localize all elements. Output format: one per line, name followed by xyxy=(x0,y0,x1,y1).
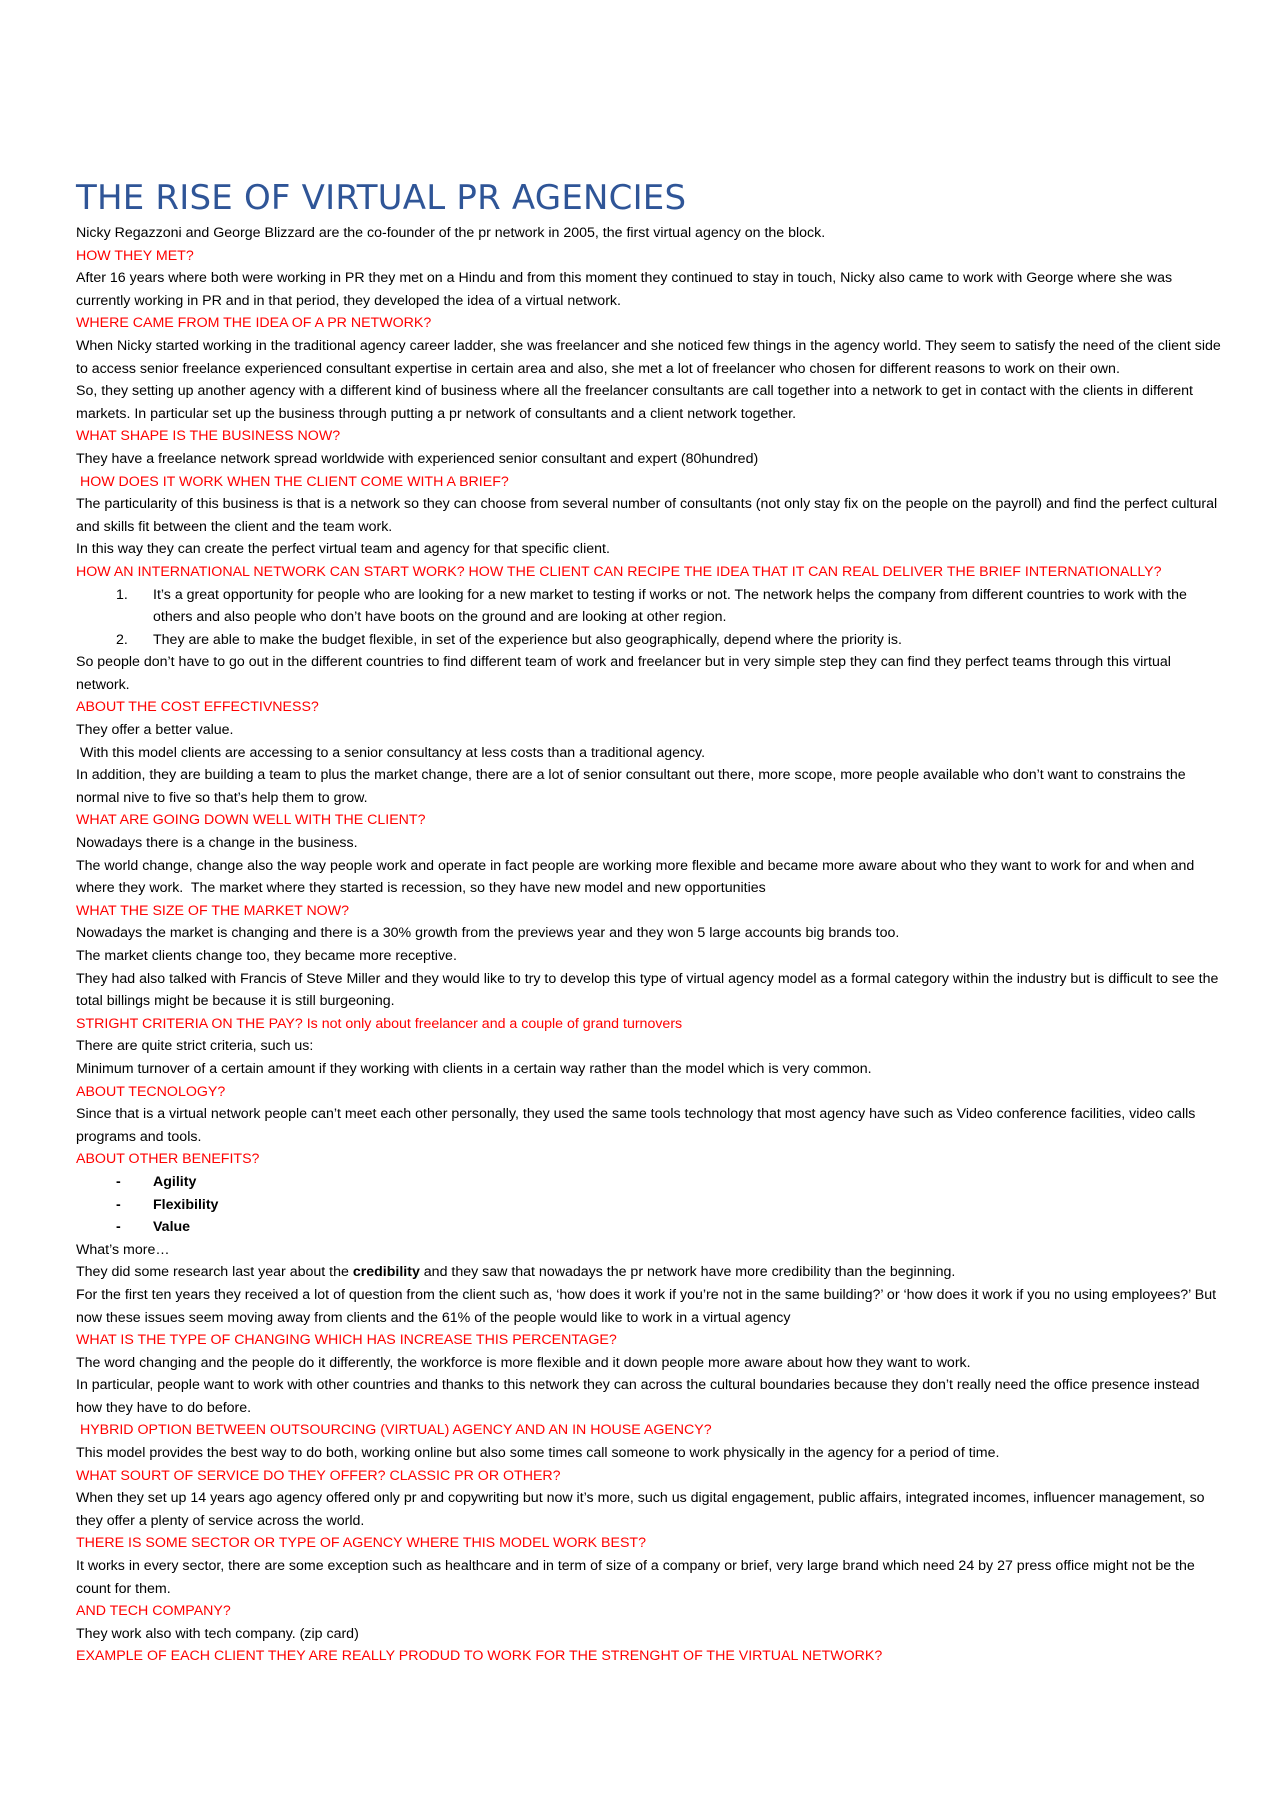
question-type-of-change: WHAT IS THE TYPE OF CHANGING WHICH HAS INCREASE THIS PERCENTAGE? xyxy=(76,1332,617,1349)
answer-cost-1: They offer a better value. xyxy=(76,722,234,739)
list-item xyxy=(76,1216,1226,1239)
credibility-pre: They did some research last year about the xyxy=(76,1264,353,1281)
list-marker: 1. xyxy=(116,586,128,603)
benefit-text: Value xyxy=(153,1219,191,1236)
credibility-bold: credibility xyxy=(352,1264,420,1281)
list-marker: 2. xyxy=(116,631,128,648)
benefit-text: Agility xyxy=(153,1173,197,1190)
list-marker: - xyxy=(116,1219,121,1236)
list-item-text: They are able to make the budget flexible, in set of the experience but also geographically, depend where the priority is. xyxy=(153,631,902,648)
question-international-network: HOW AN INTERNATIONAL NETWORK CAN START WORK? HOW THE CLIENT CAN RECIPE THE IDEA THAT IT CAN REAL DELIVER THE BRIEF INTERNATIONALLY? xyxy=(76,563,1162,580)
list-marker: - xyxy=(116,1173,121,1190)
question-brief-process: HOW DOES IT WORK WHEN THE CLIENT COME WITH A BRIEF? xyxy=(76,473,509,490)
document-title: THE RISE OF VIRTUAL PR AGENCIES xyxy=(76,178,687,218)
answer-credibility xyxy=(76,1261,1226,1284)
answer-market-size-3: They had also talked with Francis of Steve Miller and they would like to try to develop this type of virtual agency model as a formal category within the industry but is difficult to see the total billings might be because it is still burgeoning. xyxy=(76,970,1219,1010)
list-item-text: It’s a great opportunity for people who are looking for a new market to testing if works or not. The network helps the company from different countries to work with the others and also people who don’t have boots on the ground and are looking at other region. xyxy=(153,586,1187,626)
answer-business-shape: They have a freelance network spread worldwide with experienced senior consultant and expert (80hundred) xyxy=(76,450,759,467)
list-item xyxy=(76,1194,1226,1217)
answer-hybrid-option: This model provides the best way to do both, working online but also some times call someone to work physically in the agency for a period of time. xyxy=(76,1445,1000,1462)
answer-international-network: So people don’t have to go out in the different countries to find different team of work and freelancer but in very simple step they can find they perfect teams through this virtual network. xyxy=(76,654,1171,693)
answer-market-size-2: The market clients change too, they became more receptive. xyxy=(76,948,457,964)
list-item xyxy=(76,1171,1226,1194)
answer-cost-2: With this model clients are accessing to a senior consultancy at less costs than a traditional agency. xyxy=(76,744,706,761)
intro-paragraph: Nicky Regazzoni and George Blizzard are the co-founder of the pr network in 2005, the first virtual agency on the block. xyxy=(76,225,826,241)
list-marker: - xyxy=(116,1196,121,1213)
benefits-list xyxy=(76,1171,1226,1239)
answer-brief-process-1: The particularity of this business is that is a network so they can choose from several number of consultants (not only stay fix on the people on the payroll) and find the perfect cultural and skills fit between the client and the team work. xyxy=(76,496,1218,535)
answer-services: When they set up 14 years ago agency offered only pr and copywriting but now it’s more, such us digital engagement, public affairs, integrated incomes, influencer management, so they offer a plenty of service across the world. xyxy=(76,1490,1205,1529)
numbered-list xyxy=(76,584,1226,652)
question-business-shape: WHAT SHAPE IS THE BUSINESS NOW? xyxy=(76,428,341,445)
question-tech-company: AND TECH COMPANY? xyxy=(76,1603,231,1620)
answer-technology: Since that is a virtual network people can’t meet each other personally, they used the same tools technology that most agency have such as Video conference facilities, video calls programs and tools. xyxy=(76,1106,1196,1145)
answer-market-size-1: Nowadays the market is changing and there is a 30% growth from the previews year and they won 5 large accounts big brands too. xyxy=(76,925,900,942)
answer-type-of-change-2: In particular, people want to work with other countries and thanks to this network they can across the cultural boundaries because they don’t really need the office presence instead how they have to do before. xyxy=(76,1377,1200,1416)
question-client-examples: EXAMPLE OF EACH CLIENT THEY ARE REALLY PRODUD TO WORK FOR THE STRENGHT OF THE VIRTUAL NETWORK? xyxy=(76,1648,883,1665)
answer-idea-origin-2: So, they setting up another agency with a different kind of business where all the freelancer consultants are call together into a network to get in contact with the clients in different markets. In particular set up the business through putting a pr network of consultants and a client network together. xyxy=(76,383,1194,422)
question-cost-effectiveness: ABOUT THE COST EFFECTIVNESS? xyxy=(76,699,319,716)
document-page xyxy=(76,176,1226,1668)
answer-idea-origin-1: When Nicky started working in the traditional agency career ladder, she was freelancer and she noticed few things in the agency world. They seem to satisfy the need of the client side to access senior freelance experienced consultant expertise in certain area and also, she met a lot of freelancer who chosen for different reasons to work on their own. xyxy=(76,337,1221,377)
list-item xyxy=(76,584,1226,629)
question-other-benefits: ABOUT OTHER BENEFITS? xyxy=(76,1151,260,1168)
credibility-post: and they saw that nowadays the pr network have more credibility than the beginning. xyxy=(419,1264,956,1281)
question-market-size: WHAT THE SIZE OF THE MARKET NOW? xyxy=(76,902,350,919)
answer-type-of-change-1: The word changing and the people do it differently, the workforce is more flexible and it down people more aware about how they want to work. xyxy=(76,1354,971,1371)
question-sectors: THERE IS SOME SECTOR OR TYPE OF AGENCY WHERE THIS MODEL WORK BEST? xyxy=(76,1535,646,1552)
answer-brief-process-2: In this way they can create the perfect virtual team and agency for that specific client. xyxy=(76,541,610,558)
question-client-reception: WHAT ARE GOING DOWN WELL WITH THE CLIENT? xyxy=(76,812,426,829)
question-idea-origin: WHERE CAME FROM THE IDEA OF A PR NETWORK? xyxy=(76,315,432,332)
answer-pay-criteria-1: There are quite strict criteria, such us: xyxy=(76,1038,314,1055)
answer-client-reception-1: Nowadays there is a change in the business. xyxy=(76,835,358,852)
question-pay-criteria: STRIGHT CRITERIA ON THE PAY? Is not only about freelancer and a couple of grand turnovers xyxy=(76,1015,683,1032)
question-technology: ABOUT TECNOLOGY? xyxy=(76,1083,226,1100)
answer-tech-company: They work also with tech company. (zip card) xyxy=(76,1625,359,1642)
benefit-text: Flexibility xyxy=(153,1196,219,1213)
question-services: WHAT SOURT OF SERVICE DO THEY OFFER? CLASSIC PR OR OTHER? xyxy=(76,1467,561,1484)
answer-how-they-met: After 16 years where both were working in PR they met on a Hindu and from this moment they continued to stay in touch, Nicky also came to work with George where she was currently working in PR and in that period, they developed the idea of a virtual network. xyxy=(76,270,1173,309)
answer-sectors: It works in every sector, there are some exception such as healthcare and in term of size of a company or brief, very large brand which need 24 by 27 press office might not be the count for them. xyxy=(76,1558,1195,1597)
answer-pay-criteria-2: Minimum turnover of a certain amount if they working with clients in a certain way rather than the model which is very common. xyxy=(76,1060,872,1077)
answer-client-reception-2: The world change, change also the way people work and operate in fact people are working more flexible and became more aware about who they want to work for and when and where they work. The market where they started is recession, so they have new model and new opportunities xyxy=(76,857,1199,897)
whats-more: What’s more… xyxy=(76,1241,170,1258)
answer-first-years: For the first ten years they received a lot of question from the client such as, ‘how does it work if you’re not in the same building?’ or ‘how does it work if you no using employees?’ But now these issues seem moving away from clients and the 61% of the people would like to work in a virtual agency xyxy=(76,1286,1217,1326)
question-how-they-met: HOW THEY MET? xyxy=(76,247,194,264)
answer-cost-3: In addition, they are building a team to plus the market change, there are a lot of senior consultant out there, more scope, more people available who don’t want to constrains the normal nive to five so that’s help them to grow. xyxy=(76,767,1186,806)
list-item xyxy=(76,629,1226,652)
question-hybrid-option: HYBRID OPTION BETWEEN OUTSOURCING (VIRTUAL) AGENCY AND AN IN HOUSE AGENCY? xyxy=(76,1422,712,1439)
